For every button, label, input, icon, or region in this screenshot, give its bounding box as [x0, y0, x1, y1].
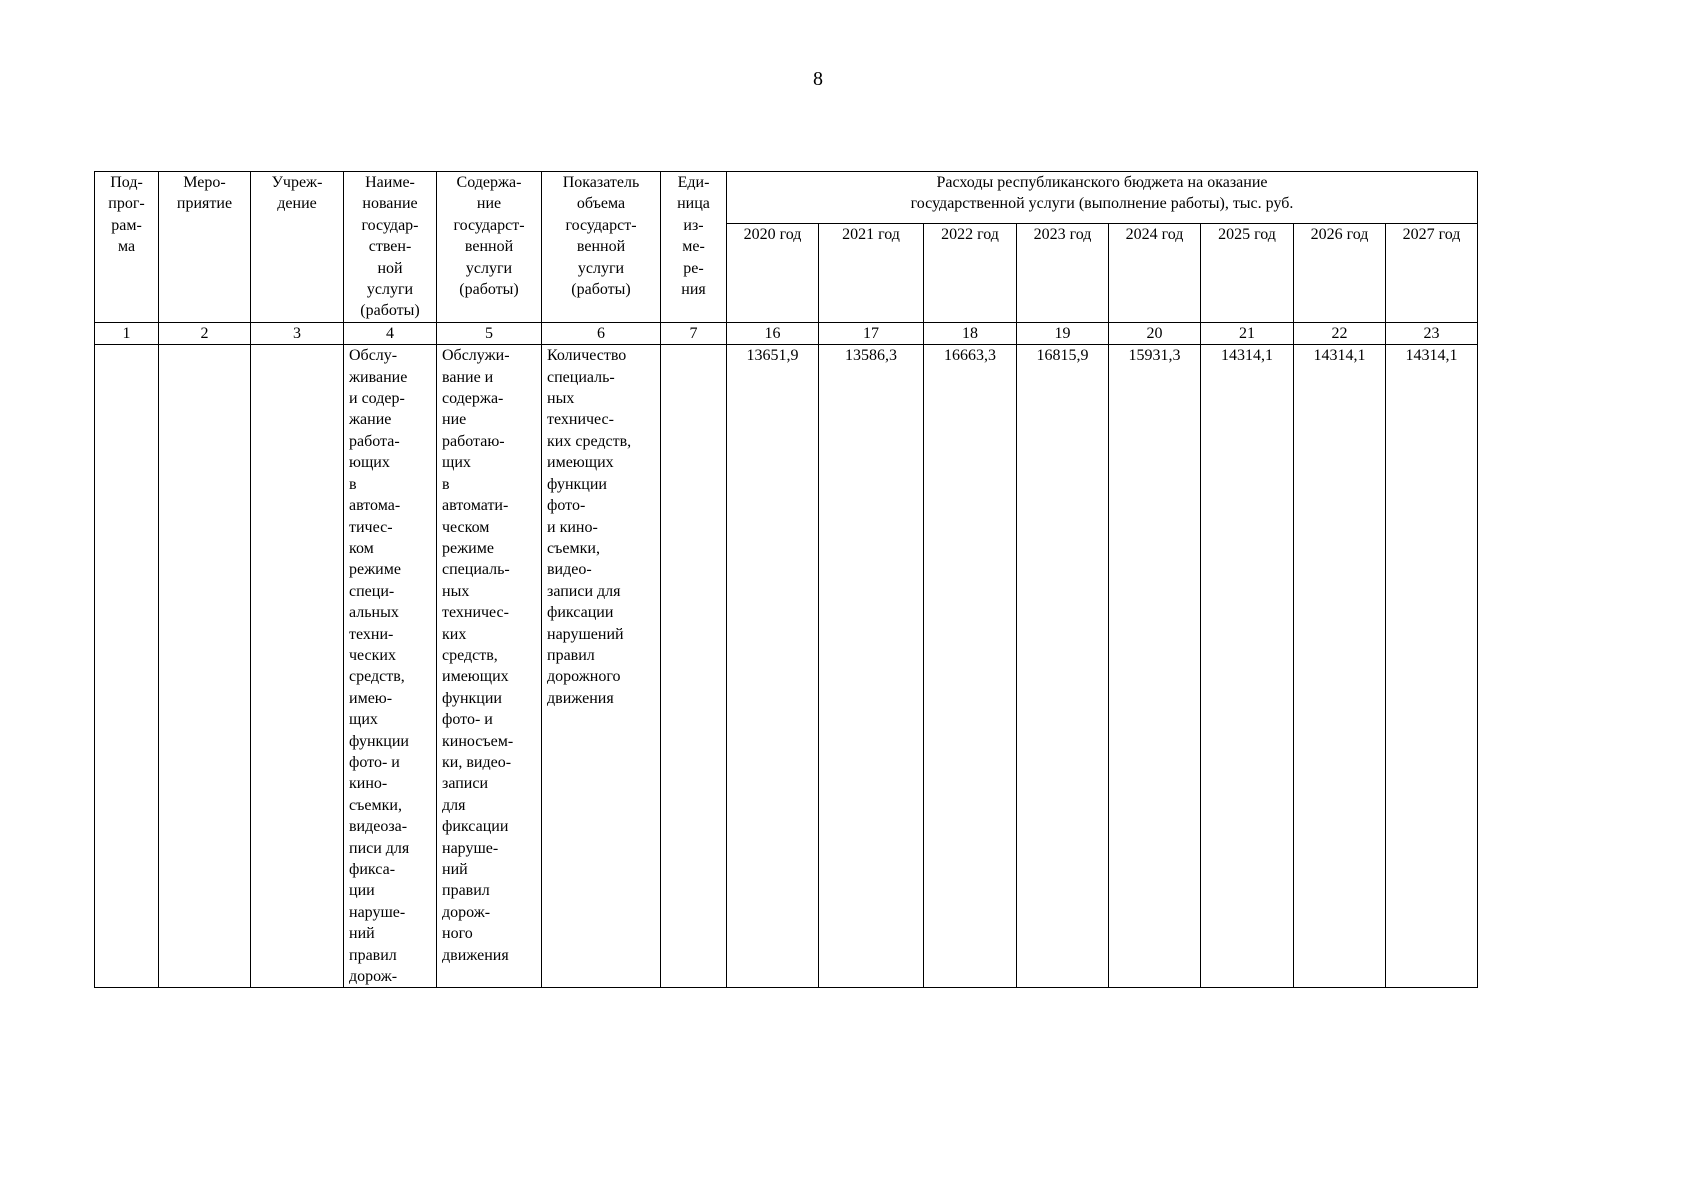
header-year: 2024 год — [1109, 223, 1201, 322]
header-row-top — [95, 172, 1478, 224]
column-number: 7 — [661, 322, 727, 344]
column-number: 18 — [924, 322, 1017, 344]
table-row — [95, 345, 1478, 988]
cell-expense-value: 16663,3 — [924, 345, 1017, 988]
column-number: 23 — [1386, 322, 1478, 344]
cell-volume-indicator: Количество специаль- ных техничес- ких средств, имеющих функции фото- и кино- съемки, видео- записи для фиксации нарушений правил дорожного движения — [542, 345, 661, 988]
column-number: 2 — [159, 322, 251, 344]
header-institution: Учреж- дение — [251, 172, 344, 323]
cell-service-name: Обслу- живание и содер- жание работа- ющих в автома- тичес- ком режиме специ- альных техни- ческих средств, имею- щих функции фото- и кино- съемки, видеоза- писи для фикса- ции наруше- ний правил дорож- — [344, 345, 437, 988]
header-year: 2025 год — [1201, 223, 1294, 322]
header-year: 2027 год — [1386, 223, 1478, 322]
column-number: 16 — [727, 322, 819, 344]
page-number: 8 — [813, 68, 823, 90]
cell-expense-value: 13586,3 — [819, 345, 924, 988]
header-expenses: Расходы республиканского бюджета на оказание государственной услуги (выполнение работы), тыс. руб. — [727, 172, 1478, 224]
column-number: 3 — [251, 322, 344, 344]
column-number: 22 — [1294, 322, 1386, 344]
header-subprogram: Под- прог- рам- ма — [95, 172, 159, 323]
header-year: 2021 год — [819, 223, 924, 322]
cell-subprogram — [95, 345, 159, 988]
column-number: 5 — [437, 322, 542, 344]
header-year: 2023 год — [1017, 223, 1109, 322]
header-volume-indicator: Показатель объема государст- венной услуги (работы) — [542, 172, 661, 323]
cell-expense-value: 14314,1 — [1201, 345, 1294, 988]
cell-expense-value: 16815,9 — [1017, 345, 1109, 988]
header-service-name: Наиме- нование государ- ствен- ной услуги (работы) — [344, 172, 437, 323]
cell-institution — [251, 345, 344, 988]
column-number: 6 — [542, 322, 661, 344]
cell-unit — [661, 345, 727, 988]
cell-expense-value: 14314,1 — [1386, 345, 1478, 988]
column-number: 21 — [1201, 322, 1294, 344]
header-year: 2026 год — [1294, 223, 1386, 322]
cell-service-content: Обслужи- вание и содержа- ние работаю- щих в автомати- ческом режиме специаль- ных техничес- ких средств, имеющих функции фото- и киносъем- ки, видео- записи для фиксации наруше- ний правил дорож- ного движения — [437, 345, 542, 988]
cell-expense-value: 14314,1 — [1294, 345, 1386, 988]
column-number-row — [95, 322, 1478, 344]
cell-activity — [159, 345, 251, 988]
header-unit: Еди- ница из- ме- ре- ния — [661, 172, 727, 323]
column-number: 20 — [1109, 322, 1201, 344]
cell-expense-value: 15931,3 — [1109, 345, 1201, 988]
column-number: 1 — [95, 322, 159, 344]
header-activity: Меро- приятие — [159, 172, 251, 323]
column-number: 19 — [1017, 322, 1109, 344]
header-year: 2022 год — [924, 223, 1017, 322]
column-number: 17 — [819, 322, 924, 344]
budget-table — [94, 171, 1478, 988]
column-number: 4 — [344, 322, 437, 344]
header-year: 2020 год — [727, 223, 819, 322]
cell-expense-value: 13651,9 — [727, 345, 819, 988]
header-service-content: Содержа- ние государст- венной услуги (работы) — [437, 172, 542, 323]
